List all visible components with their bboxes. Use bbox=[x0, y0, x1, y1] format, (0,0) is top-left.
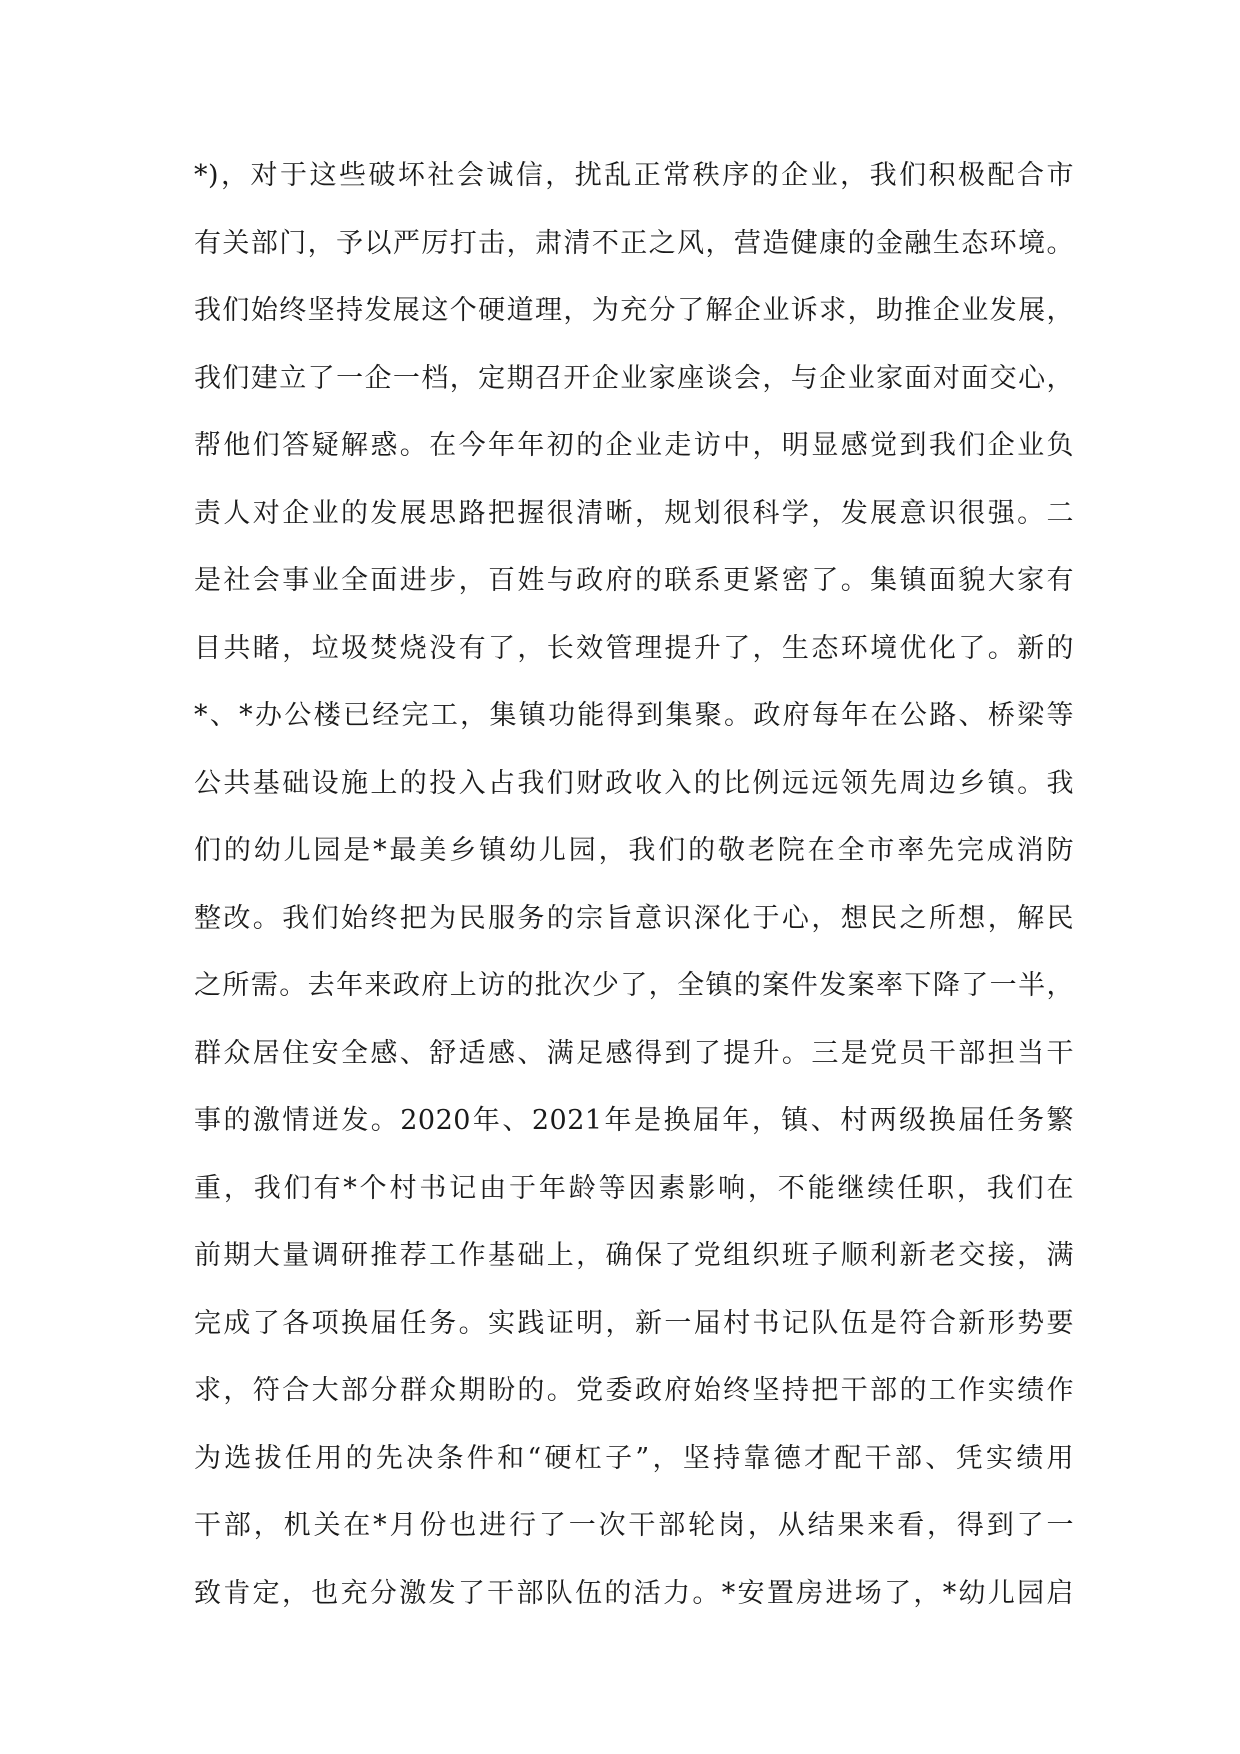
text-line: 前期大量调研推荐工作基础上，确保了党组织班子顺利新老交接，满 bbox=[194, 1240, 1074, 1271]
text-line: 事的激情迸发。2020年、2021年是换届年，镇、村两级换届任务繁 bbox=[194, 1105, 1074, 1136]
body-text bbox=[194, 162, 1074, 1647]
text-line: 我们建立了一企一档，定期召开企业家座谈会，与企业家面对面交心， bbox=[194, 362, 1074, 394]
text-line: 公共基础设施上的投入占我们财政收入的比例远远领先周边乡镇。我 bbox=[194, 767, 1074, 799]
text-line: 致肯定，也充分激发了干部队伍的活力。*安置房进场了，*幼儿园启 bbox=[194, 1577, 1074, 1609]
text-line: 求，符合大部分群众期盼的。党委政府始终坚持把干部的工作实绩作 bbox=[194, 1375, 1074, 1406]
text-line: 是社会事业全面进步，百姓与政府的联系更紧密了。集镇面貌大家有 bbox=[194, 565, 1074, 596]
text-line: 完成了各项换届任务。实践证明，新一届村书记队伍是符合新形势要 bbox=[194, 1307, 1074, 1339]
text-line: *、*办公楼已经完工，集镇功能得到集聚。政府每年在公路、桥梁等 bbox=[194, 700, 1074, 731]
text-line: 目共睹，垃圾焚烧没有了，长效管理提升了，生态环境优化了。新的 bbox=[194, 632, 1074, 664]
text-line: 为选拔任用的先决条件和“硬杠子”，坚持靠德才配干部、凭实绩用 bbox=[194, 1442, 1074, 1474]
text-line: 重，我们有*个村书记由于年龄等因素影响，不能继续任职，我们在 bbox=[194, 1172, 1074, 1204]
text-line: 整改。我们始终把为民服务的宗旨意识深化于心，想民之所想，解民 bbox=[194, 902, 1074, 934]
text-line: 干部，机关在*月份也进行了一次干部轮岗，从结果来看，得到了一 bbox=[194, 1510, 1074, 1541]
text-line: 之所需。去年来政府上访的批次少了，全镇的案件发案率下降了一半， bbox=[194, 970, 1074, 1001]
text-line: 们的幼儿园是*最美乡镇幼儿园，我们的敬老院在全市率先完成消防 bbox=[194, 835, 1074, 866]
text-line: 责人对企业的发展思路把握很清晰，规划很科学，发展意识很强。二 bbox=[194, 497, 1074, 529]
text-line: 群众居住安全感、舒适感、满足感得到了提升。三是党员干部担当干 bbox=[194, 1037, 1074, 1069]
text-line: 帮他们答疑解惑。在今年年初的企业走访中，明显感觉到我们企业负 bbox=[194, 430, 1074, 461]
text-line: 我们始终坚持发展这个硬道理，为充分了解企业诉求，助推企业发展， bbox=[194, 295, 1074, 326]
text-line: *)，对于这些破坏社会诚信，扰乱正常秩序的企业，我们积极配合市 bbox=[194, 160, 1074, 191]
text-line: 有关部门，予以严厉打击，肃清不正之风，营造健康的金融生态环境。 bbox=[194, 227, 1074, 259]
